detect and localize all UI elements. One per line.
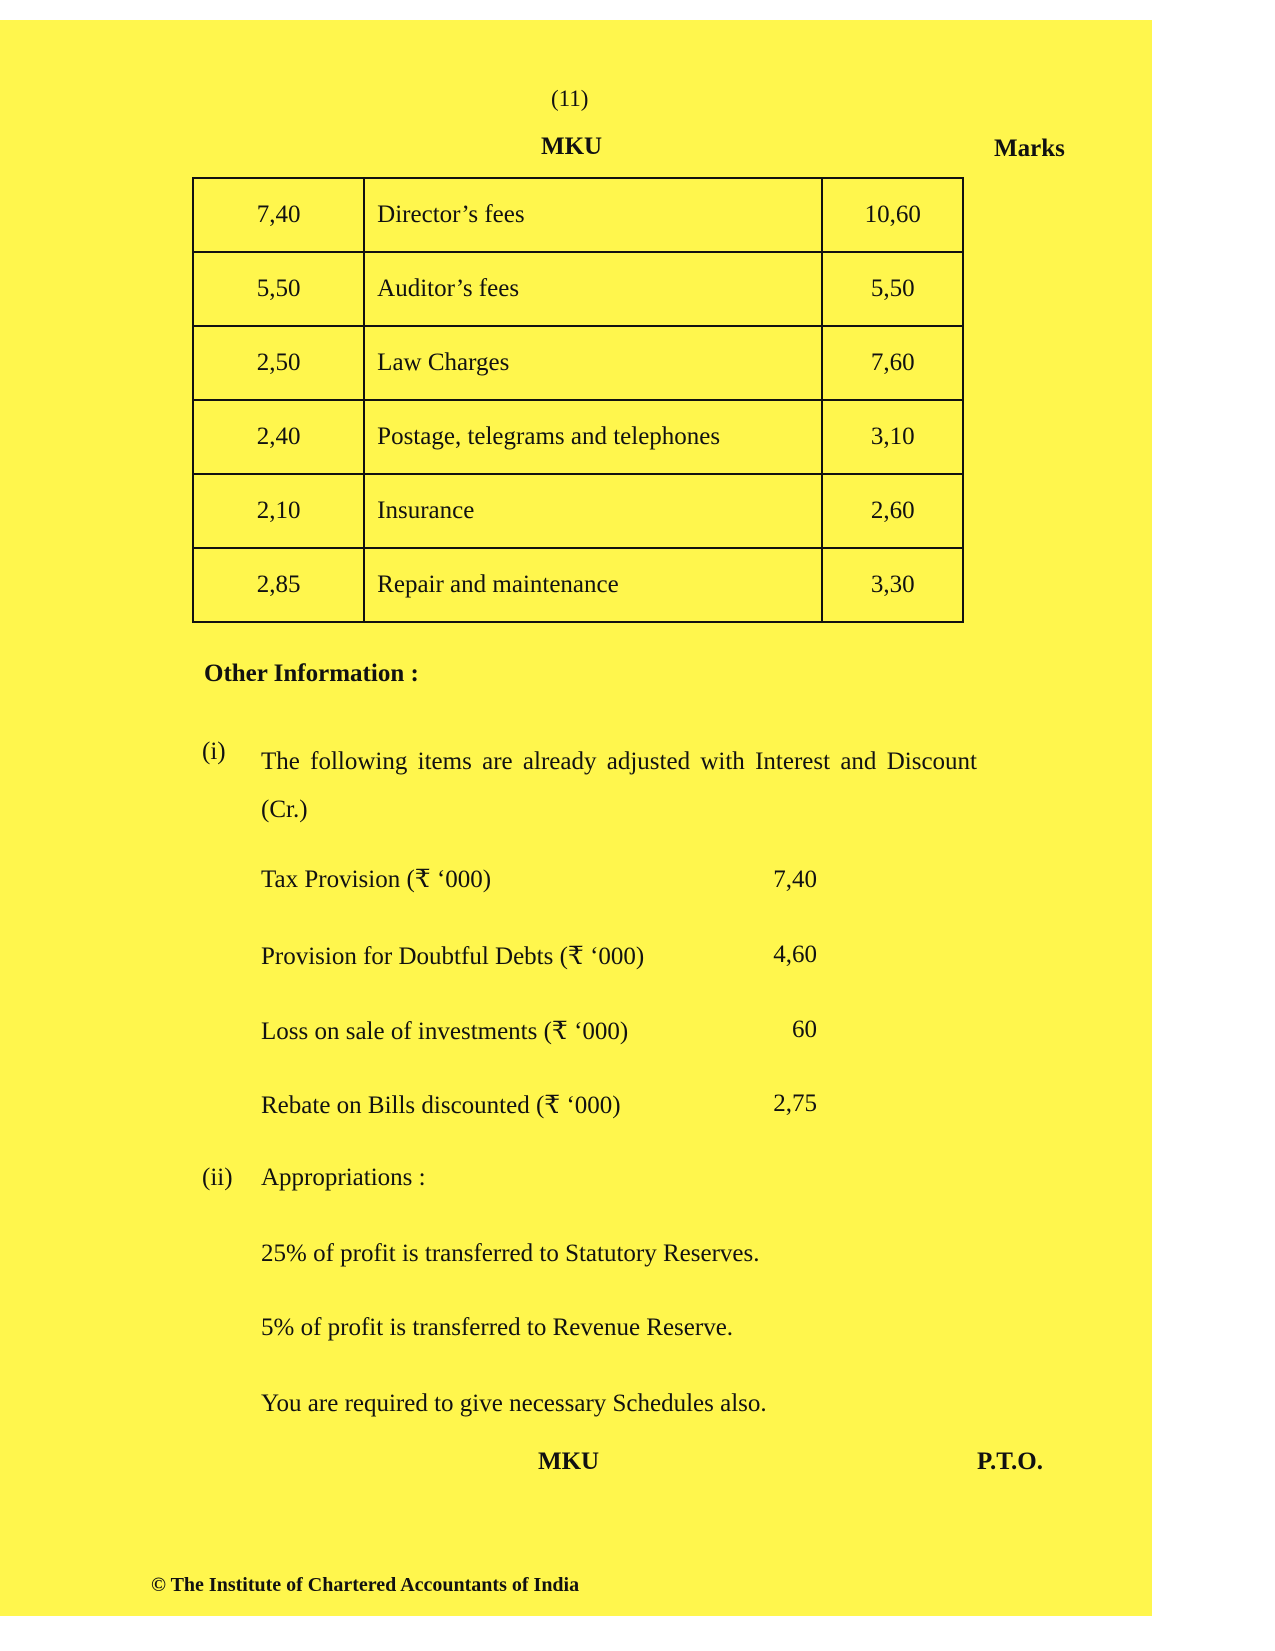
table-row [193,178,963,252]
previous-amount: 2,10 [193,474,364,548]
header-code: MKU [541,133,603,160]
appropriation-line: 5% of profit is transferred to Revenue Reserve. [261,1314,734,1341]
expense-item: Insurance [364,474,822,548]
table-row [193,548,963,622]
expense-item: Director’s fees [364,178,822,252]
current-amount: 5,50 [822,252,963,326]
current-amount: 3,10 [822,400,963,474]
marks-heading: Marks [994,135,1065,162]
previous-amount: 2,40 [193,400,364,474]
adjustment-label: Tax Provision (₹ ‘000) [261,866,492,893]
previous-amount: 7,40 [193,178,364,252]
table-row [193,474,963,548]
previous-amount: 2,85 [193,548,364,622]
appropriations-label: Appropriations : [261,1164,426,1191]
current-amount: 10,60 [822,178,963,252]
adjustment-value: 2,75 [773,1090,817,1117]
other-information-heading: Other Information : [204,660,419,687]
appropriation-line: 25% of profit is transferred to Statutory Reserves. [261,1240,760,1267]
adjustment-label: Rebate on Bills discounted (₹ ‘000) [261,1092,621,1119]
instruction-line: You are required to give necessary Schedules also. [261,1390,767,1417]
item-i-marker: (i) [202,738,226,765]
adjustment-value: 4,60 [773,941,817,968]
expense-item: Auditor’s fees [364,252,822,326]
copyright-notice: © The Institute of Chartered Accountants of India [151,1574,580,1596]
expense-item: Postage, telegrams and telephones [364,400,822,474]
adjustment-label: Provision for Doubtful Debts (₹ ‘000) [261,943,645,970]
expenses-table [192,177,964,623]
current-amount: 7,60 [822,326,963,400]
previous-amount: 2,50 [193,326,364,400]
table-row [193,400,963,474]
footer-code: MKU [538,1448,600,1475]
table-row [193,252,963,326]
pto-label: P.T.O. [977,1448,1043,1475]
item-ii-marker: (ii) [202,1164,233,1191]
previous-amount: 5,50 [193,252,364,326]
expense-item: Law Charges [364,326,822,400]
adjustment-value: 60 [792,1016,817,1043]
adjustment-label: Loss on sale of investments (₹ ‘000) [261,1018,629,1045]
page-number: (11) [551,86,589,111]
item-i-text: The following items are already adjusted with Interest and Discount (Cr.) [261,748,977,823]
current-amount: 3,30 [822,548,963,622]
adjustment-value: 7,40 [773,866,817,893]
current-amount: 2,60 [822,474,963,548]
table-row [193,326,963,400]
expense-item: Repair and maintenance [364,548,822,622]
